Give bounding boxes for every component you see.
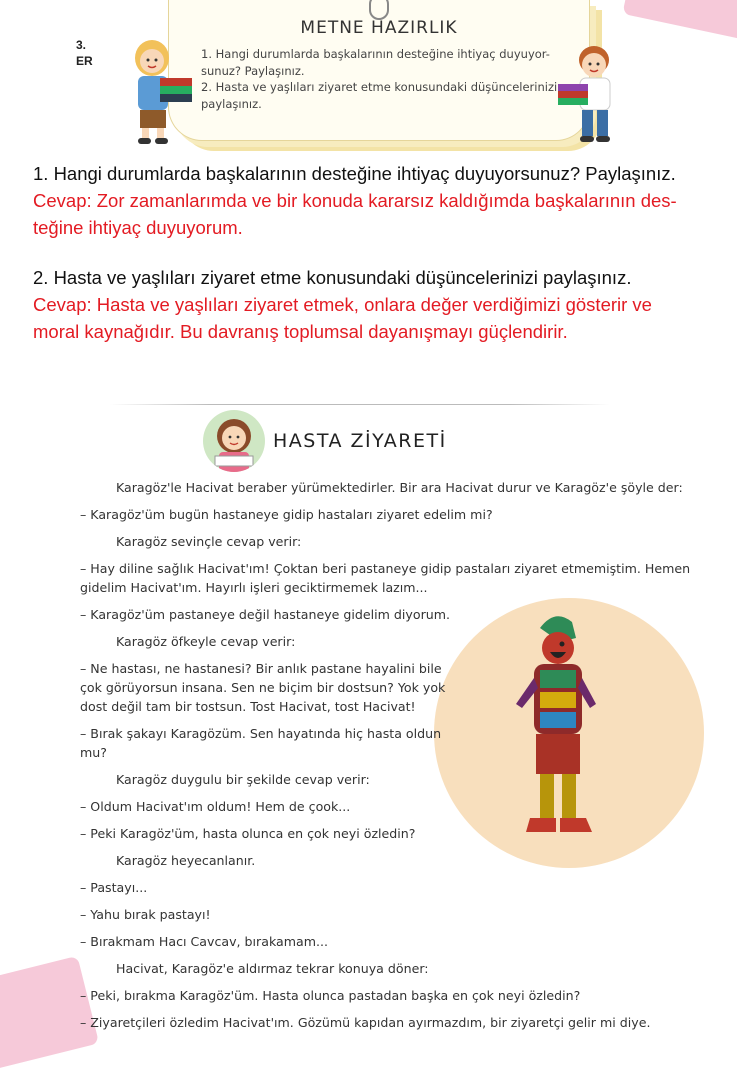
girl-with-books-illustration (118, 38, 198, 146)
note-title: METNE HAZIRLIK (300, 18, 458, 38)
story-line: mu? (80, 745, 107, 760)
answer-line: teğine ihtiyaç duyuyorum. (33, 217, 243, 238)
answer-line: moral kaynağıdır. Bu davranış toplumsal dayanışmayı güçlendirir. (33, 321, 568, 342)
note-line: sunuz? Paylaşınız. (201, 63, 305, 78)
note-line: paylaşınız. (201, 96, 262, 111)
story-line: – Pastayı... (80, 880, 148, 895)
story-line: – Peki Karagöz'üm, hasta olunca en çok neyi özledin? (80, 826, 416, 841)
binder-ring-icon (369, 0, 389, 20)
note-question-list (201, 46, 567, 112)
story-line: dost değil tam bir tostsun. Tost Hacivat, tost Hacivat! (80, 699, 416, 714)
story-line: – Bırakmam Hacı Cavcav, bırakamam... (80, 934, 329, 949)
question-text: 1. Hangi durumlarda başkalarının desteğine ihtiyaç duyuyorsunuz? Paylaşınız. (33, 163, 676, 184)
story-line: – Yahu bırak pastayı! (80, 907, 211, 922)
karagoz-shadow-puppet-illustration (500, 608, 620, 848)
corner-label-text: ER (76, 54, 93, 68)
story-line: – Karagöz'üm pastaneye değil hastaneye gidelim diyorum. (80, 607, 451, 622)
story-line: Hacivat, Karagöz'e aldırmaz tekrar konuya döner: (116, 961, 429, 976)
story-line: – Oldum Hacivat'ım oldum! Hem de çook... (80, 799, 351, 814)
qa-block-2 (33, 264, 723, 345)
answer-line: Cevap: Hasta ve yaşlıları ziyaret etmek, onlara değer verdiğimizi gösterir ve (33, 294, 652, 315)
question-text: 2. Hasta ve yaşlıları ziyaret etme konusundaki düşüncelerinizi paylaşınız. (33, 267, 632, 288)
boy-with-books-illustration (556, 42, 626, 144)
story-title: HASTA ZİYARETİ (273, 430, 447, 452)
note-line: 2. Hasta ve yaşlıları ziyaret etme konusundaki düşüncelerinizi (201, 80, 558, 94)
story-line: Karagöz duygulu bir şekilde cevap verir: (116, 772, 370, 787)
preparation-note-card (168, 0, 590, 141)
story-line: Karagöz'le Hacivat beraber yürümektedirler. Bir ara Hacivat durur ve Karagöz'e şöyle der: (116, 480, 683, 495)
story-line: Karagöz sevinçle cevap verir: (116, 534, 302, 549)
corner-label-number: 3. (76, 38, 87, 52)
note-line: 1. Hangi durumlarda başkalarının desteğine ihtiyaç duyuyor- (201, 47, 550, 61)
story-line: – Ne hastası, ne hastanesi? Bir anlık pastane hayalini bile (80, 661, 442, 676)
qa-block-1 (33, 160, 723, 241)
story-line: – Ziyaretçileri özledim Hacivat'ım. Gözümü kapıdan ayırmazdım, bir ziyaretçi gelir mi diye. (80, 1015, 651, 1030)
story-line: – Peki, bırakma Karagöz'üm. Hasta olunca pastadan başka en çok neyi özledin? (80, 988, 581, 1003)
girl-reading-icon (203, 410, 265, 472)
story-line: – Karagöz'üm bugün hastaneye gidip hastaları ziyaret edelim mi? (80, 507, 493, 522)
story-line: çok görüyorsun insana. Sen ne biçim bir dostsun? Yok yok (80, 680, 446, 695)
story-line: Karagöz öfkeyle cevap verir: (116, 634, 296, 649)
pink-corner-decoration (622, 0, 737, 45)
pink-corner-decoration-bottom (0, 956, 99, 1072)
story-line: – Hay diline sağlık Hacivat'ım! Çoktan beri pastaneye gidip pastaları ziyaret etmemiştim. Hemen (80, 561, 691, 576)
section-divider (110, 404, 610, 405)
story-line: Karagöz heyecanlanır. (116, 853, 256, 868)
story-line: – Bırak şakayı Karagözüm. Sen hayatında hiç hasta oldun (80, 726, 442, 741)
reader-girl-avatar (203, 410, 265, 472)
story-line: gidelim Hacivat'ım. Hayırlı işleri geciktirmemek lazım... (80, 580, 428, 595)
answer-line: Cevap: Zor zamanlarımda ve bir konuda kararsız kaldığımda başkalarının des- (33, 190, 677, 211)
